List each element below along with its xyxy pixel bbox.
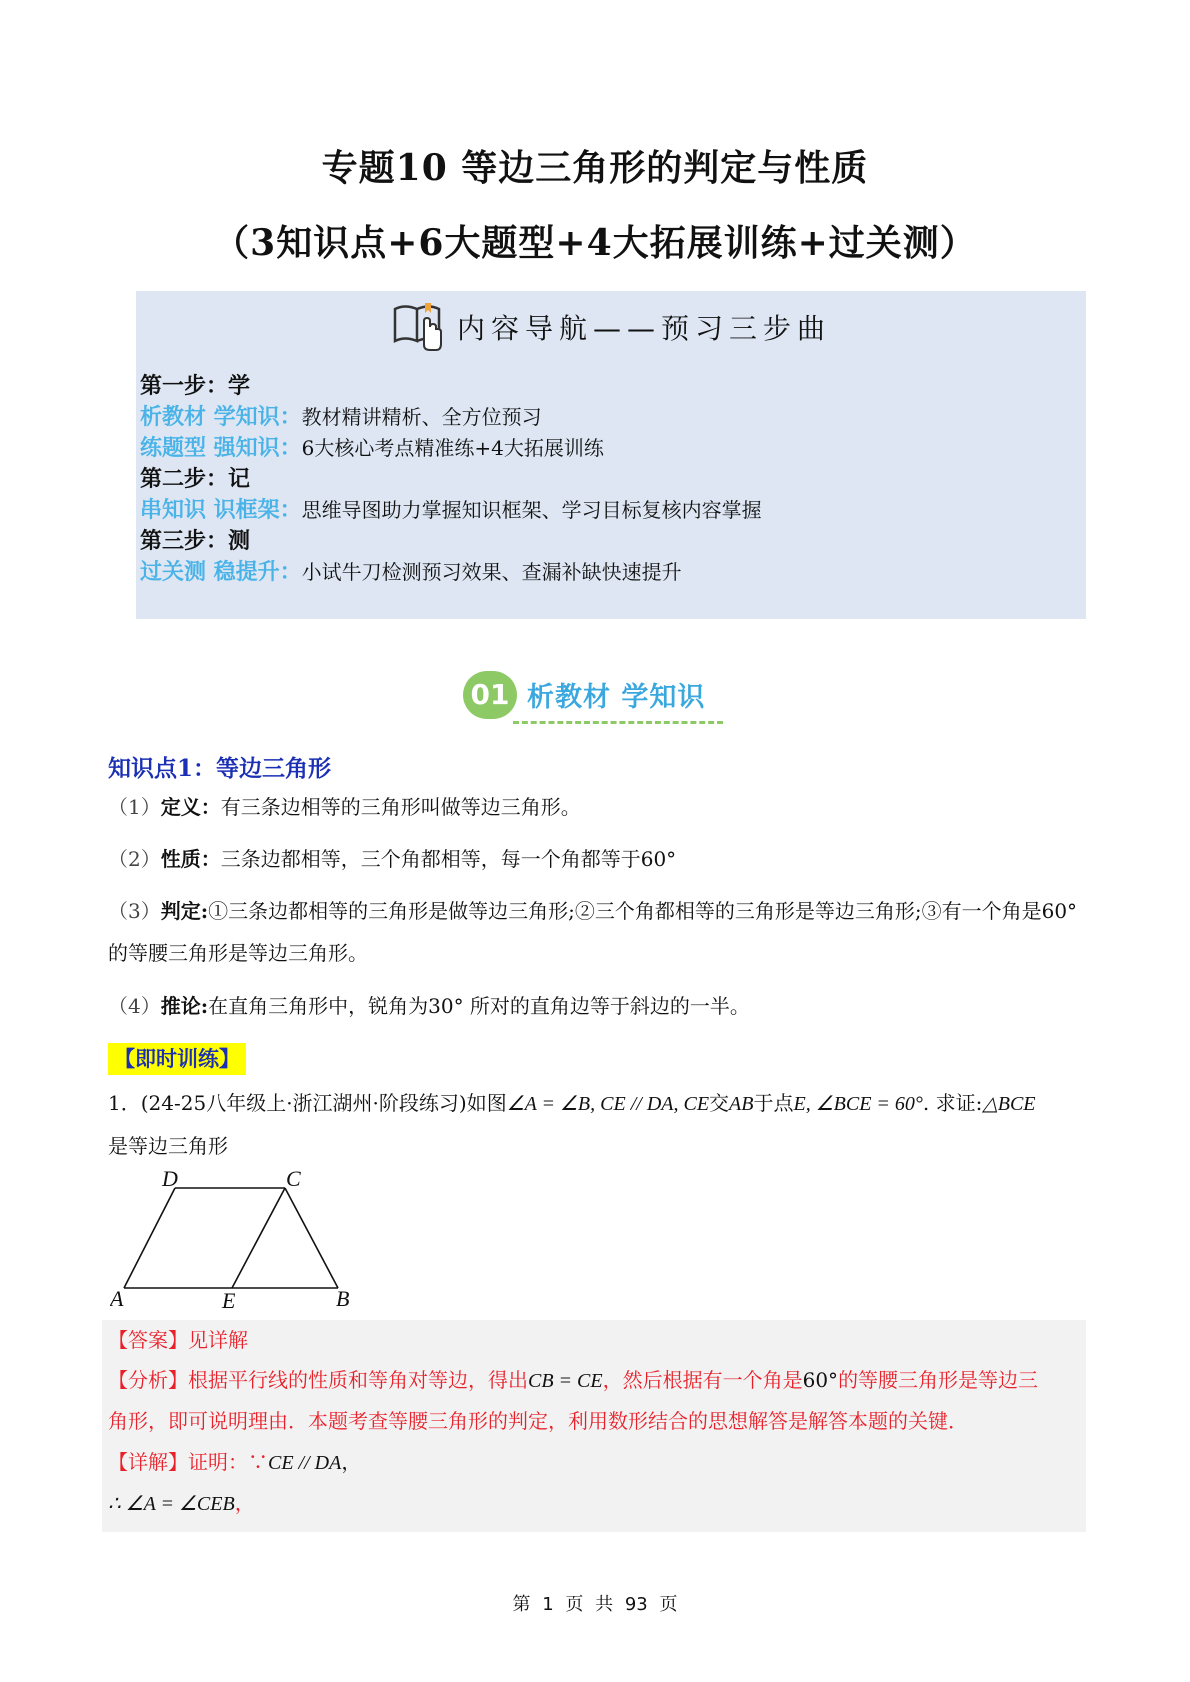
- page-footer: 第 1 页 共 93 页: [512, 1594, 678, 1615]
- geometry-figure: [110, 1168, 365, 1314]
- segment-da: [124, 1188, 175, 1288]
- step-heading: 第三步：测: [140, 528, 251, 554]
- label-a: A: [110, 1286, 124, 1311]
- label-e: E: [222, 1288, 236, 1313]
- book-hand-icon: [391, 299, 447, 355]
- document-title: 专题10 等边三角形的判定与性质: [321, 147, 869, 189]
- nav-header: [136, 299, 1086, 355]
- section-underline: [513, 721, 723, 724]
- nav-title: 内容导航——预习三步曲: [456, 312, 831, 345]
- segment-cb: [285, 1188, 338, 1288]
- section-label: 析教材 学知识: [527, 682, 706, 713]
- step-item: 析教材 学知识：教材精讲精析、全方位预习: [140, 405, 542, 430]
- content-navigation-box: [136, 291, 1086, 619]
- step-heading: 第一步：学: [140, 373, 251, 399]
- criteria-paragraph: （3）判定:①三条边都相等的三角形是做等边三角形;②三个角都相等的三角形是等边三角形;③有一个角是60° 的等腰三角形是等边三角形。: [108, 899, 1078, 965]
- step-item: 练题型 强知识：6大核心考点精准练+4大拓展训练: [140, 436, 604, 461]
- definition-paragraph: （1）定义：有三条边相等的三角形叫做等边三角形。: [108, 795, 581, 819]
- question-1: 1．(24-25八年级上·浙江湖州·阶段练习)如图∠A = ∠B, CE // DA, CE交AB于点E, ∠BCE = 60°. 求证:△BCE 是等边三角形: [108, 1091, 1036, 1158]
- label-c: C: [286, 1168, 301, 1191]
- detail-line: 【详解】证明：∵CE // DA，: [108, 1450, 362, 1474]
- label-d: D: [162, 1168, 178, 1191]
- corollary-paragraph: （4）推论:在直角三角形中，锐角为30° 所对的直角边等于斜边的一半。: [108, 994, 750, 1018]
- answer-box: [102, 1320, 1086, 1532]
- section-number: 01: [463, 671, 517, 719]
- step-heading: 第二步：记: [140, 466, 251, 492]
- answer-line: 【答案】见详解: [108, 1328, 248, 1352]
- detail-line-2: ∴ ∠A = ∠CEB，: [108, 1491, 255, 1515]
- document-subtitle: （3知识点+6大题型+4大拓展训练+过关测）: [213, 222, 977, 264]
- training-label: 【即时训练】: [108, 1043, 246, 1075]
- step-item: 过关测 稳提升：小试牛刀检测预习效果、查漏补缺快速提升: [140, 560, 682, 585]
- label-b: B: [336, 1286, 350, 1311]
- property-paragraph: （2）性质：三条边都相等，三个角都相等，每一个角都等于60°: [108, 847, 677, 871]
- step-item: 串知识 识框架：思维导图助力掌握知识框架、学习目标复核内容掌握: [140, 498, 762, 523]
- nav-steps: [140, 371, 1070, 588]
- segment-ce: [232, 1188, 285, 1288]
- analysis-line: 【分析】根据平行线的性质和等角对等边，得出CB = CE，然后根据有一个角是60°的等腰三角形是等边三: [108, 1368, 1039, 1392]
- section-badge: [463, 669, 733, 725]
- analysis-line-2: 角形，即可说明理由．本题考查等腰三角形的判定，利用数形结合的思想解答是解答本题的关键．: [108, 1409, 968, 1433]
- knowledge-point-heading: 知识点1：等边三角形: [108, 755, 332, 782]
